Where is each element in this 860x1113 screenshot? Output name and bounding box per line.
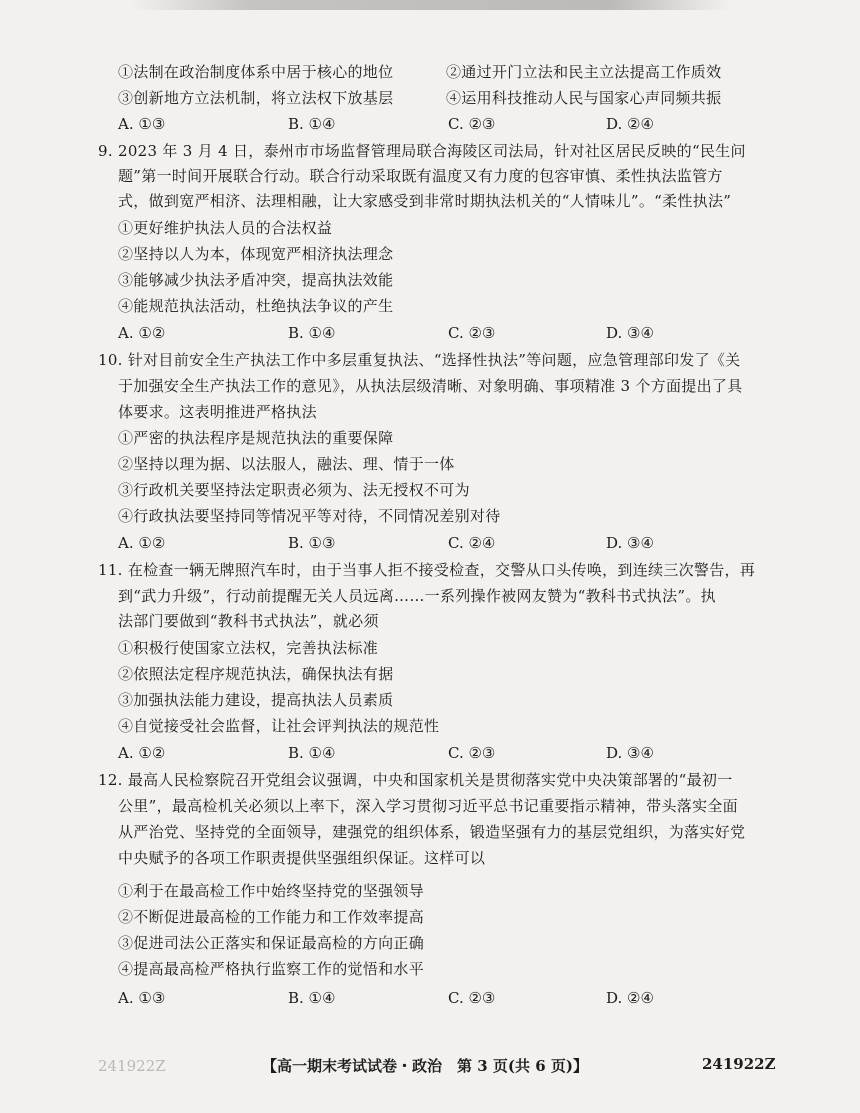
q11-stem-line-2: 到“武力升级”，行动前提醒无关人员远离……一系列操作被网友赞为“教科书式执法”。执 bbox=[118, 587, 716, 605]
choice-c[interactable]: C. ②③ bbox=[448, 989, 496, 1007]
choice-a[interactable]: A. ①③ bbox=[118, 989, 166, 1007]
q8-option-3: ③创新地方立法机制，将立法权下放基层 bbox=[118, 89, 394, 107]
q11-item-2: ②依照法定程序规范执法，确保执法有据 bbox=[118, 665, 394, 683]
choice-b[interactable]: B. ①④ bbox=[288, 744, 336, 762]
q9-item-2: ②坚持以人为本，体现宽严相济执法理念 bbox=[118, 245, 394, 263]
q9-item-1: ①更好维护执法人员的合法权益 bbox=[118, 219, 333, 237]
page-footer bbox=[0, 1055, 860, 1077]
q10-item-3: ③行政机关要坚持法定职责必须为、法无授权不可为 bbox=[118, 481, 470, 499]
choice-b[interactable]: B. ①④ bbox=[288, 115, 336, 133]
q9-stem-line-2: 题”第一时间开展联合行动。联合行动采取既有温度又有力度的包容审慎、柔性执法监管方 bbox=[118, 167, 723, 185]
q10-item-1: ①严密的执法程序是规范执法的重要保障 bbox=[118, 429, 394, 447]
q11-item-1: ①积极行使国家立法权，完善执法标准 bbox=[118, 639, 379, 657]
q9-item-4: ④能规范执法活动，杜绝执法争议的产生 bbox=[118, 297, 394, 315]
q8-option-2: ②通过开门立法和民主立法提高工作质效 bbox=[446, 63, 722, 81]
q12-item-2: ②不断促进最高检的工作能力和工作效率提高 bbox=[118, 908, 425, 926]
choice-c[interactable]: C. ②③ bbox=[448, 115, 496, 133]
choice-d[interactable]: D. ③④ bbox=[606, 324, 654, 342]
q12-stem-line-4: 中央赋予的各项工作职责提供坚强组织保证。这样可以 bbox=[118, 849, 486, 867]
choice-a[interactable]: A. ①② bbox=[118, 534, 166, 552]
scan-edge-shadow bbox=[130, 0, 730, 10]
q11-stem-line-1: 11. 在检查一辆无牌照汽车时，由于当事人拒不接受检查，交警从口头传唤，到连续三次警告，再 bbox=[98, 561, 756, 579]
choice-c[interactable]: C. ②③ bbox=[448, 744, 496, 762]
q10-item-4: ④行政执法要坚持同等情况平等对待，不同情况差别对待 bbox=[118, 507, 501, 525]
q8-option-1: ①法制在政治制度体系中居于核心的地位 bbox=[118, 63, 394, 81]
q12-item-3: ③促进司法公正落实和保证最高检的方向正确 bbox=[118, 934, 425, 952]
choice-c[interactable]: C. ②③ bbox=[448, 324, 496, 342]
q10-stem-line-2: 于加强安全生产执法工作的意见》，从执法层级清晰、对象明确、事项精准 3 个方面提出了具 bbox=[118, 377, 743, 395]
q11-item-4: ④自觉接受社会监督，让社会评判执法的规范性 bbox=[118, 717, 440, 735]
q12-stem-line-1: 12. 最高人民检察院召开党组会议强调，中央和国家机关是贯彻落实党中央决策部署的“最初一 bbox=[98, 771, 733, 789]
q9-stem-line-1: 9. 2023 年 3 月 4 日，泰州市市场监督管理局联合海陵区司法局，针对社区居民反映的“民生问 bbox=[98, 142, 746, 160]
q10-item-2: ②坚持以理为据、以法服人，融法、理、情于一体 bbox=[118, 455, 455, 473]
q10-stem-line-3: 体要求。这表明推进严格执法 bbox=[118, 403, 317, 421]
choice-c[interactable]: C. ②④ bbox=[448, 534, 496, 552]
choice-a[interactable]: A. ①② bbox=[118, 744, 166, 762]
q9-stem-line-3: 式，做到宽严相济、法理相融，让大家感受到非常时期执法机关的“人情味儿”。“柔性执法” bbox=[118, 192, 732, 210]
choice-d[interactable]: D. ③④ bbox=[606, 534, 654, 552]
footer-code: 241922Z bbox=[702, 1055, 776, 1073]
q11-item-3: ③加强执法能力建设，提高执法人员素质 bbox=[118, 691, 394, 709]
choice-d[interactable]: D. ②④ bbox=[606, 115, 654, 133]
q12-item-4: ④提高最高检严格执行监察工作的觉悟和水平 bbox=[118, 960, 425, 978]
footer-code-bleed: 241922Z bbox=[98, 1057, 166, 1075]
footer-title: 【高一期末考试试卷・政治 第 3 页(共 6 页)】 bbox=[262, 1057, 588, 1075]
choice-d[interactable]: D. ③④ bbox=[606, 744, 654, 762]
choice-a[interactable]: A. ①③ bbox=[118, 115, 166, 133]
choice-a[interactable]: A. ①② bbox=[118, 324, 166, 342]
q12-stem-line-2: 公里”，最高检机关必须以上率下，深入学习贯彻习近平总书记重要指示精神，带头落实全面 bbox=[118, 797, 738, 815]
choice-d[interactable]: D. ②④ bbox=[606, 989, 654, 1007]
q8-option-4: ④运用科技推动人民与国家心声同频共振 bbox=[446, 89, 722, 107]
q12-stem-line-3: 从严治党、坚持党的全面领导，建强党的组织体系，锻造坚强有力的基层党组织，为落实好党 bbox=[118, 823, 746, 841]
q12-item-1: ①利于在最高检工作中始终坚持党的坚强领导 bbox=[118, 882, 425, 900]
q9-item-3: ③能够减少执法矛盾冲突，提高执法效能 bbox=[118, 271, 394, 289]
choice-b[interactable]: B. ①④ bbox=[288, 324, 336, 342]
bleed-through-text bbox=[470, 258, 708, 278]
choice-b[interactable]: B. ①④ bbox=[288, 989, 336, 1007]
q11-stem-line-3: 法部门要做到“教科书式执法”，就必须 bbox=[118, 612, 379, 630]
choice-b[interactable]: B. ①③ bbox=[288, 534, 336, 552]
q10-stem-line-1: 10. 针对目前安全生产执法工作中多层重复执法、“选择性执法”等问题，应急管理部印发了《关 bbox=[98, 351, 741, 369]
